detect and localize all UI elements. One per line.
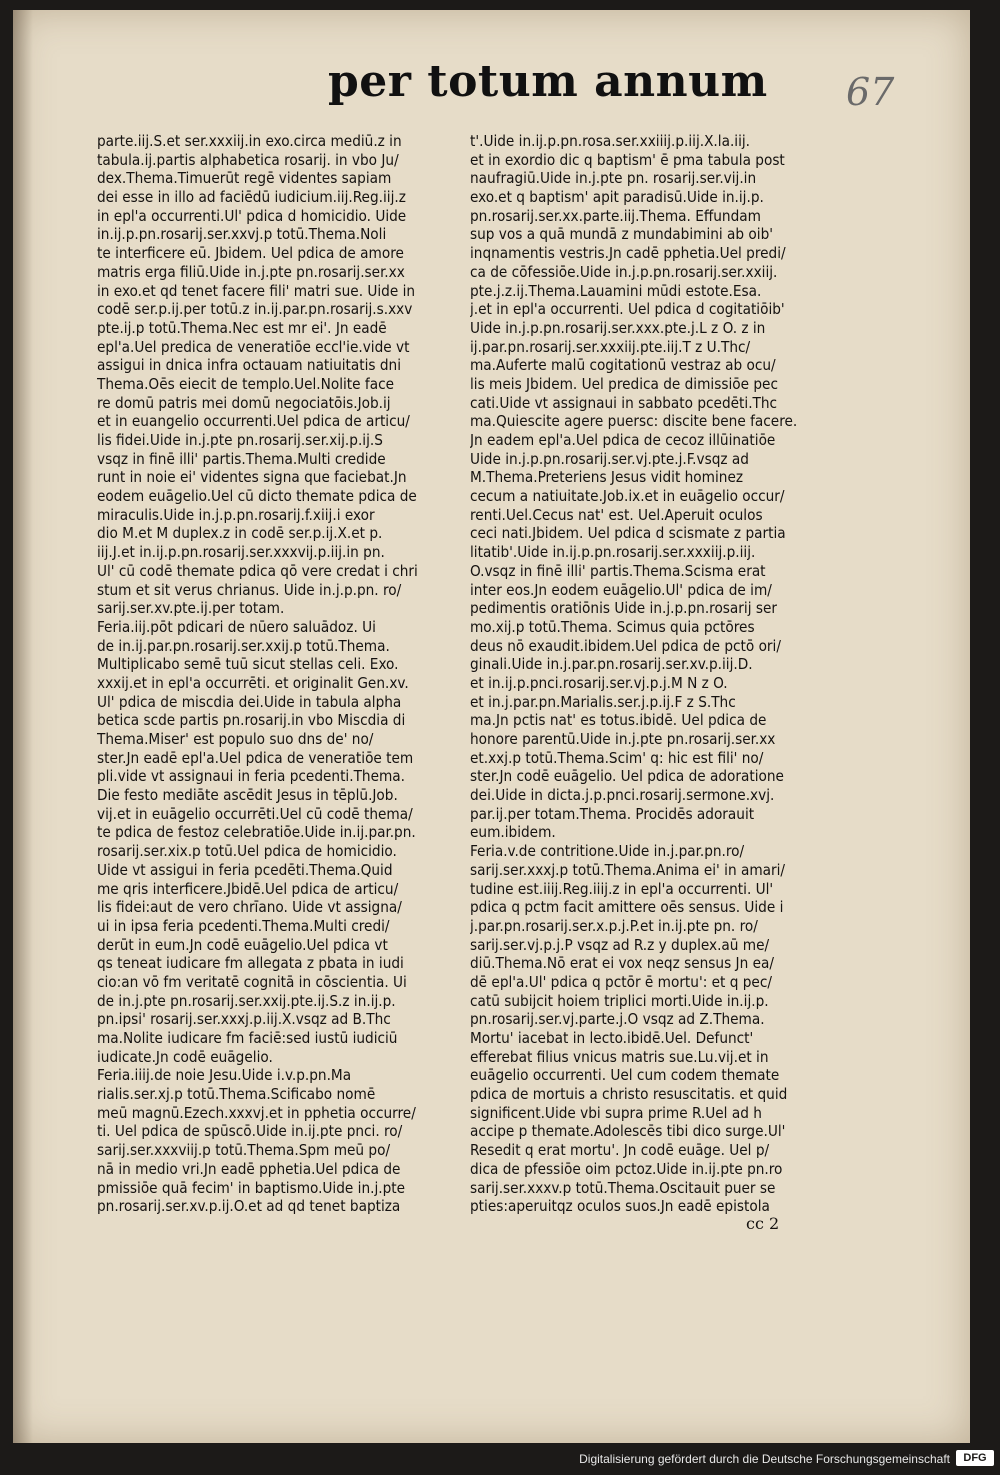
text-line: pli.vide vt assignaui in feria pcedenti.Thema.	[97, 767, 406, 786]
text-line: et in euangelio occurrenti.Uel pdica de articu/	[97, 412, 410, 431]
text-line: in epl'a occurrenti.Ul' pdica d homicidio. Uide	[97, 206, 407, 225]
text-line: de in.ij.par.pn.rosarij.ser.xxij.p totū.Thema.	[97, 636, 390, 655]
text-line: et in.j.par.pn.Marialis.ser.j.p.ij.F z S.Thc	[470, 692, 736, 711]
text-line: Thema.Oēs eiecit de templo.Uel.Nolite face	[97, 374, 394, 393]
text-line: sarij.ser.xxxv.p totū.Thema.Oscitauit puer se	[470, 1178, 776, 1197]
text-line: te interficere eū. Jbidem. Uel pdica de amore	[97, 244, 404, 263]
text-line: deus nō exaudit.ibidem.Uel pdica de pctō ori/	[470, 636, 781, 655]
text-line: te pdica de festoz celebratiōe.Uide in.ij.par.pn.	[97, 823, 416, 842]
text-line: rosarij.ser.xix.p totū.Uel pdica de homicidio.	[97, 842, 397, 861]
text-line: ster.Jn eadē epl'a.Uel pdica de veneratiōe tem	[97, 748, 414, 767]
text-line: Ul' cū codē themate pdica qō vere credat i chri	[97, 561, 418, 580]
text-line: ca de cōfessiōe.Uide in.j.p.pn.rosarij.ser.xxiij.	[470, 262, 778, 281]
text-line: ij.par.pn.rosarij.ser.xxxiij.pte.iij.T z U.Thc/	[470, 337, 751, 356]
text-line: sarij.ser.xv.pte.ij.per totam.	[97, 599, 285, 618]
text-line: matris erga filiū.Uide in.j.pte pn.rosarij.ser.xx	[97, 262, 405, 281]
text-line: exo.et q baptism' apit paradisū.Uide in.ij.p.	[470, 188, 764, 207]
text-line: lis meis Jbidem. Uel predica de dimissiōe pec	[470, 374, 778, 393]
text-line: assigui in dnica infra octauam natiuitatis dni	[97, 356, 402, 375]
text-line: vij.et in euāgelio occurrēti.Uel cū codē thema/	[97, 804, 413, 823]
text-line: Feria.iij.pōt pdicari de nūero saluādoz. Ui	[97, 617, 376, 636]
text-line: pn.rosarij.ser.xv.p.ij.O.et ad qd tenet baptiza	[97, 1197, 401, 1216]
text-line: iij.J.et in.ij.p.pn.rosarij.ser.xxxvij.p.iij.in pn.	[97, 543, 385, 562]
text-line: dē epl'a.Ul' pdica q pctōr ē mortu': et q pec/	[470, 972, 772, 991]
text-line: inter eos.Jn eodem euāgelio.Ul' pdica de im/	[470, 580, 772, 599]
text-line: runt in noie ei' videntes signa que faciebat.Jn	[97, 468, 407, 487]
text-line: Uide vt assigui in feria pcedēti.Thema.Quid	[97, 860, 393, 879]
text-line: significent.Uide vbi supra prime R.Uel ad h	[470, 1103, 762, 1122]
text-line: cecum a natiuitate.Job.ix.et in euāgelio occur/	[470, 487, 785, 506]
text-line: ma.Jn pctis nat' es totus.ibidē. Uel pdica de	[470, 711, 767, 730]
text-line: pdica de mortuis a christo resuscitatis. et quid	[470, 1085, 788, 1104]
text-line: accipe p themate.Adolescēs tibi dico surge.Ul'	[470, 1122, 786, 1141]
text-line: Ul' pdica de miscdia dei.Uide in tabula alpha	[97, 692, 402, 711]
text-line: nā in medio vri.Jn eadē pphetia.Uel pdica de	[97, 1159, 401, 1178]
text-line: efferebat filius vnicus matris sue.Lu.vij.et in	[470, 1047, 769, 1066]
text-line: ma.Nolite iudicare fm faciē:sed iustū iudiciū	[97, 1029, 398, 1047]
text-line: vsqz in finē illi' partis.Thema.Multi credide	[97, 449, 386, 468]
text-line: tudine est.iiij.Reg.iiij.z in epl'a occurrenti. Ul'	[470, 879, 774, 898]
text-line: Die festo mediāte ascēdit Jesus in tēplū.Job.	[97, 786, 398, 805]
text-line: ti. Uel pdica de spūscō.Uide in.ij.pte pnci. ro/	[97, 1122, 403, 1141]
text-line: renti.Uel.Cecus nat' est. Uel.Aperuit oculos	[470, 505, 763, 524]
text-line: lis fidei:aut de vero chrīano. Uide vt assigna/	[97, 898, 402, 917]
text-line: honore parentū.Uide in.j.pte pn.rosarij.ser.xx	[470, 730, 776, 748]
running-header: per totum annum	[328, 56, 768, 107]
text-line: ma.Quiescite agere puersc: discite bene facere.	[470, 412, 798, 431]
text-line: dica de pfessiōe oim pctoz.Uide in.ij.pte pn.ro	[470, 1159, 783, 1178]
right-text-column	[470, 132, 815, 1216]
text-line: cio:an vō fm veritatē cognitā in cōscientia. Ui	[97, 972, 407, 991]
text-line: qs teneat iudicare fm allegata z pbata in iudi	[97, 954, 404, 973]
text-line: in exo.et qd tenet facere fili' matri sue. Uide in	[97, 281, 416, 300]
text-line: cati.Uide vt assignaui in sabbato pcedēti.Thc	[470, 393, 778, 412]
text-line: xxxij.et in epl'a occurrēti. et originalit Gen.xv.	[97, 673, 409, 692]
text-line: sarij.ser.xxxj.p totū.Thema.Anima ei' in amari/	[470, 860, 786, 879]
text-line: re domū patris mei domū negociatōis.Job.ij	[97, 393, 391, 412]
text-line: ster.Jn codē euāgelio. Uel pdica de adoratione	[470, 767, 784, 786]
text-line: stum et sit verus chrianus. Uide in.j.p.pn. ro/	[97, 580, 402, 599]
text-line: Jn eadem epl'a.Uel pdica de cecoz illūinatiōe	[470, 431, 776, 449]
left-text-column	[97, 132, 442, 1216]
text-line: pdica q pctm facit amittere oēs sensus. Uide i	[470, 898, 784, 917]
text-line: meū magnū.Ezech.xxxvj.et in pphetia occurre/	[97, 1103, 416, 1122]
text-line: et in exordio dic q baptism' ē pma tabula post	[470, 150, 785, 169]
text-line: euāgelio occurrenti. Uel cum codem themate	[470, 1066, 780, 1085]
text-line: Thema.Miser' est populo suo dns de' no/	[97, 730, 374, 748]
text-line: Resedit q erat mortu'. Jn codē euāge. Uel p/	[470, 1141, 770, 1160]
text-line: par.ij.per totam.Thema. Procidēs adorauit	[470, 804, 755, 823]
text-line: dei esse in illo ad faciēdū iudicium.iij.Reg.iij.z	[97, 188, 406, 207]
text-line: tabula.ij.partis alphabetica rosarij. in vbo Ju/	[97, 150, 399, 169]
text-line: lis fidei.Uide in.j.pte pn.rosarij.ser.xij.p.ij.S	[97, 431, 383, 449]
text-line: rialis.ser.xj.p totū.Thema.Scificabo nomē	[97, 1085, 376, 1104]
text-line: eodem euāgelio.Uel cū dicto themate pdica de	[97, 487, 417, 506]
dfg-credit-text: Digitalisierung gefördert durch die Deutsche Forschungsgemeinschaft	[579, 1452, 950, 1466]
text-line: Mortu' iacebat in lecto.ibidē.Uel. Defunct'	[470, 1029, 754, 1047]
text-line: t'.Uide in.ij.p.pn.rosa.ser.xxiiij.p.iij.X.la.iij.	[470, 132, 751, 150]
text-line: pedimentis oratiōnis Uide in.j.p.pn.rosarij ser	[470, 599, 777, 618]
text-line: pn.rosarij.ser.xx.parte.iij.Thema. Effundam	[470, 206, 761, 225]
text-line: mo.xij.p totū.Thema. Scimus quia pctōres	[470, 617, 755, 636]
text-line: catū subijcit hoiem triplici morti.Uide in.ij.p.	[470, 991, 769, 1010]
text-line: ma.Auferte malū cogitationū vestraz ab ocu/	[470, 356, 776, 375]
text-line: betica scde partis pn.rosarij.in vbo Miscdia di	[97, 711, 406, 730]
text-line: et.xxj.p totū.Thema.Scim' q: hic est fili' no/	[470, 748, 764, 767]
text-line: diū.Thema.Nō erat ei vox neqz sensus Jn ea/	[470, 954, 774, 973]
text-line: iudicate.Jn codē euāgelio.	[97, 1047, 273, 1066]
text-line: inqnamentis vestris.Jn cadē pphetia.Uel predi/	[470, 244, 786, 263]
text-line: me qris interficere.Jbidē.Uel pdica de articu/	[97, 879, 399, 898]
text-line: Uide in.j.p.pn.rosarij.ser.vj.pte.j.F.vsqz ad	[470, 449, 749, 468]
text-line: sarij.ser.vj.p.j.P vsqz ad R.z y duplex.aū me/	[470, 935, 770, 954]
text-line: pmissiōe quā fecim' in baptismo.Uide in.j.pte	[97, 1178, 406, 1197]
signature-mark: cc 2	[746, 1214, 780, 1233]
text-line: parte.iij.S.et ser.xxxiij.in exo.circa mediū.z in	[97, 132, 402, 150]
text-line: epl'a.Uel predica de veneratiōe eccl'ie.vide vt	[97, 337, 410, 356]
book-page	[13, 10, 970, 1443]
text-line: Feria.iiij.de noie Jesu.Uide i.v.p.pn.Ma	[97, 1066, 352, 1085]
text-line: j.par.pn.rosarij.ser.x.p.j.P.et in.ij.pte pn. ro/	[470, 916, 758, 935]
text-line: ui in ipsa feria pcedenti.Thema.Multi credi/	[97, 916, 390, 935]
text-line: Multiplicabo semē tuū sicut stellas celi. Exo.	[97, 655, 399, 674]
text-line: j.et in epl'a occurrenti. Uel pdica d cogitatiōib'	[470, 300, 785, 319]
text-line: eum.ibidem.	[470, 823, 556, 842]
text-line: sarij.ser.xxxviij.p totū.Thema.Spm meū po/	[97, 1141, 391, 1160]
text-line: miraculis.Uide in.j.p.pn.rosarij.f.xiij.i exor	[97, 505, 375, 524]
text-line: et in.ij.p.pnci.rosarij.ser.vj.p.j.M N z O.	[470, 673, 728, 692]
text-line: dio M.et M duplex.z in codē ser.p.ij.X.et p.	[97, 524, 383, 543]
dfg-logo: DFG	[956, 1450, 994, 1466]
text-line: pn.ipsi' rosarij.ser.xxxj.p.iij.X.vsqz ad B.Thc	[97, 1010, 391, 1029]
text-line: pte.j.z.ij.Thema.Lauamini mūdi estote.Esa.	[470, 281, 762, 300]
text-line: ginali.Uide in.j.par.pn.rosarij.ser.xv.p.iij.D.	[470, 655, 753, 674]
text-line: derūt in eum.Jn codē euāgelio.Uel pdica vt	[97, 935, 388, 954]
text-line: naufragiū.Uide in.j.pte pn. rosarij.ser.vij.in	[470, 169, 757, 188]
text-line: pte.ij.p totū.Thema.Nec est mr ei'. Jn eadē	[97, 318, 387, 337]
text-line: litatib'.Uide in.ij.p.pn.rosarij.ser.xxxiij.p.iij.	[470, 543, 756, 562]
text-line: Uide in.j.p.pn.rosarij.ser.xxx.pte.j.L z O. z in	[470, 318, 766, 337]
text-line: pn.rosarij.ser.vj.parte.j.O vsqz ad Z.Thema.	[470, 1010, 765, 1029]
text-line: sup vos a quā mundā z mundabimini ab oib'	[470, 225, 774, 244]
text-line: dex.Thema.Timuerūt regē videntes sapiam	[97, 169, 392, 188]
text-line: ceci nati.Jbidem. Uel pdica d scismate z partia	[470, 524, 786, 543]
text-line: dei.Uide in dicta.j.p.pnci.rosarij.sermone.xvj.	[470, 786, 775, 805]
folio-number: 67	[846, 70, 895, 114]
text-line: M.Thema.Preteriens Jesus vidit hominez	[470, 468, 744, 487]
text-line: in.ij.p.pn.rosarij.ser.xxvj.p totū.Thema.Noli	[97, 225, 387, 244]
text-line: O.vsqz in finē illi' partis.Thema.Scisma erat	[470, 561, 766, 580]
text-line: de in.j.pte pn.rosarij.ser.xxij.pte.ij.S.z in.ij.p.	[97, 991, 396, 1010]
text-line: pties:aperuitqz oculos suos.Jn eadē epistola	[470, 1197, 770, 1216]
text-line: codē ser.p.ij.per totū.z in.ij.par.pn.rosarij.s.xxv	[97, 300, 413, 319]
text-line: Feria.v.de contritione.Uide in.j.par.pn.ro/	[470, 842, 745, 861]
